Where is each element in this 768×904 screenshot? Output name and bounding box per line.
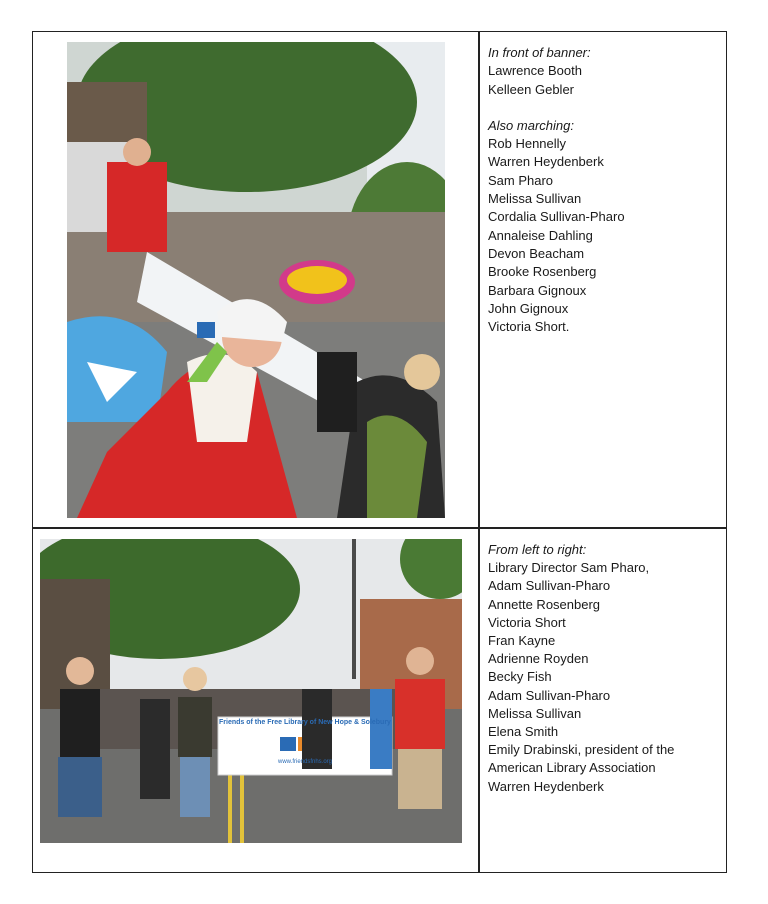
name-line: Elena Smith (488, 724, 559, 740)
name-line: Devon Beacham (488, 245, 585, 261)
name-line: Adam Sullivan-Pharo (488, 578, 611, 594)
name-line: Rob Hennelly (488, 136, 567, 152)
name-line: Barbara Gignoux (488, 282, 587, 298)
name-line: Annette Rosenberg (488, 596, 601, 612)
name-line: American Library Association (488, 760, 656, 776)
name-line: Kelleen Gebler (488, 81, 574, 97)
parade-photo-2 (40, 539, 462, 843)
left-to-right-heading: From left to right: (488, 542, 587, 557)
name-line: Lawrence Booth (488, 63, 582, 79)
name-line: Cordalia Sullivan-Pharo (488, 209, 625, 225)
caption-panel-1 (488, 44, 625, 336)
banner-url: www.friendsfnhs.org (277, 759, 333, 765)
name-line: Warren Heydenberk (488, 778, 604, 794)
name-line: Annaleise Dahling (488, 227, 593, 243)
caption-panel-2 (488, 541, 674, 796)
parade-photo-1 (67, 42, 445, 518)
name-line: Emily Drabinski, president of the (488, 742, 675, 758)
row-divider (33, 527, 726, 529)
name-line: Melissa Sullivan (488, 191, 582, 207)
name-line: John Gignoux (488, 300, 569, 316)
name-line: Warren Heydenberk (488, 154, 604, 170)
name-line: Melissa Sullivan (488, 705, 582, 721)
banner-title: Friends of the Free Library of New Hope & Solebury (219, 719, 391, 726)
name-line: Adrienne Royden (488, 651, 589, 667)
name-line: Sam Pharo (488, 172, 554, 188)
name-line: Brooke Rosenberg (488, 264, 597, 280)
name-line: Becky Fish (488, 669, 552, 685)
name-line: Library Director Sam Pharo, (488, 560, 650, 576)
name-line: Victoria Short (488, 614, 566, 630)
column-divider (478, 32, 480, 872)
spacer (488, 99, 625, 117)
name-line: Fran Kayne (488, 633, 556, 649)
front-of-banner-heading: In front of banner: (488, 45, 591, 60)
also-marching-heading: Also marching: (488, 117, 574, 133)
document-table (32, 31, 727, 873)
name-line: Victoria Short. (488, 319, 570, 335)
name-line: Adam Sullivan-Pharo (488, 687, 611, 703)
